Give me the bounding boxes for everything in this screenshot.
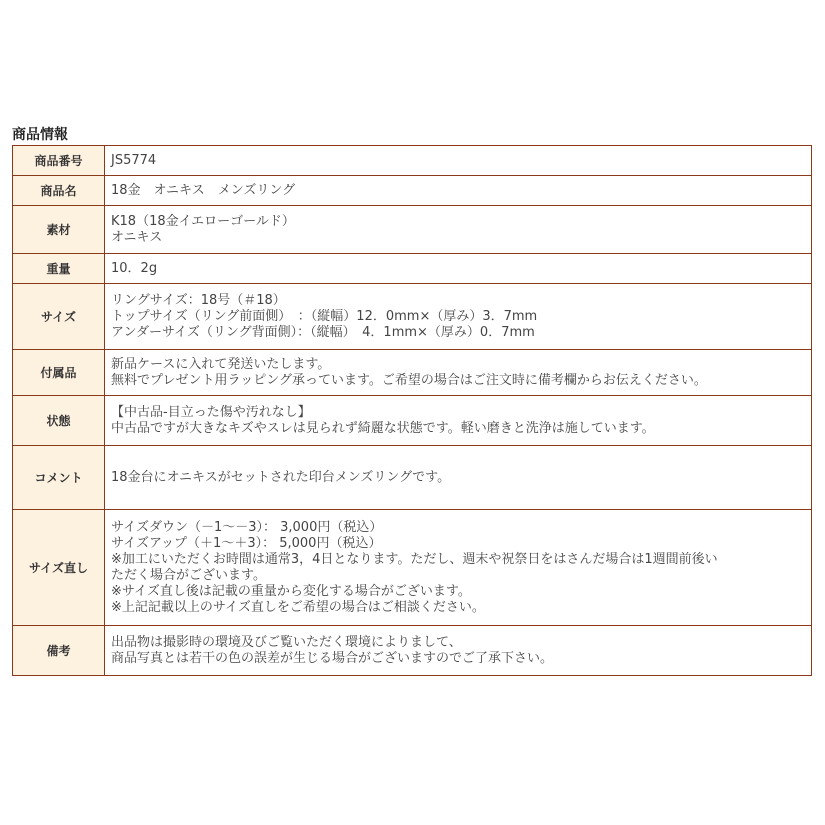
row-label: 重量 bbox=[13, 254, 105, 284]
row-value bbox=[105, 350, 812, 396]
value-line: 10．2g bbox=[111, 260, 158, 276]
row-value bbox=[105, 254, 812, 284]
row-label: サイズ bbox=[13, 284, 105, 350]
value-line: JS5774 bbox=[111, 152, 157, 168]
value-line: 18金 オニキス メンズリング bbox=[111, 182, 296, 198]
row-value bbox=[105, 284, 812, 350]
value-line: 18金台にオニキスがセットされた印台メンズリングです。 bbox=[111, 469, 451, 485]
value-line: 中古品ですが大きなキズやスレは見られず綺麗な状態です。軽い磨きと洗浄は施しています。 bbox=[111, 420, 655, 436]
product-info-table bbox=[12, 145, 812, 676]
row-value bbox=[105, 146, 812, 176]
value-line: ただく場合がございます。 bbox=[111, 567, 266, 583]
row-label: 付属品 bbox=[13, 350, 105, 396]
value-line: リングサイズ：18号（＃18） bbox=[111, 292, 286, 308]
value-line: K18（18金イエローゴールド） bbox=[111, 213, 295, 229]
value-line: サイズアップ（＋1～＋3）： 5,000円（税込） bbox=[111, 535, 382, 551]
table-row-size bbox=[13, 284, 812, 350]
table-row-comment bbox=[13, 446, 812, 510]
row-value bbox=[105, 396, 812, 446]
value-line: アンダーサイズ（リング背面側）：（縦幅） 4．1mm×（厚み）0．7mm bbox=[111, 324, 535, 340]
value-line: ※サイズ直し後は記載の重量から変化する場合がございます。 bbox=[111, 583, 471, 599]
table-row-accessories bbox=[13, 350, 812, 396]
table-row-product-name bbox=[13, 176, 812, 206]
value-line: サイズダウン（－1～－3）： 3,000円（税込） bbox=[111, 519, 383, 535]
row-value bbox=[105, 446, 812, 510]
row-label: 素材 bbox=[13, 206, 105, 254]
value-line: ※上記記載以上のサイズ直しをご希望の場合はご相談ください。 bbox=[111, 599, 485, 615]
value-line: 商品写真とは若干の色の誤差が生じる場合がございますのでご了承下さい。 bbox=[111, 650, 554, 666]
table-row-weight bbox=[13, 254, 812, 284]
row-label: 状態 bbox=[13, 396, 105, 446]
value-line: 新品ケースに入れて発送いたします。 bbox=[111, 356, 331, 372]
value-line: 【中古品-目立った傷や汚れなし】 bbox=[111, 404, 311, 420]
table-row-condition bbox=[13, 396, 812, 446]
row-label: サイズ直し bbox=[13, 510, 105, 626]
row-value bbox=[105, 510, 812, 626]
table-row-product-number bbox=[13, 146, 812, 176]
row-value bbox=[105, 626, 812, 676]
row-value bbox=[105, 176, 812, 206]
value-line: ※加工にいただくお時間は通常3，4日となります。ただし、週末や祝祭日をはさんだ場合は1週間前後い bbox=[111, 551, 718, 567]
value-line: トップサイズ（リング前面側） ：（縦幅）12．0mm×（厚み）3．7mm bbox=[111, 308, 538, 324]
table-row-resizing bbox=[13, 510, 812, 626]
section-title: 商品情報 bbox=[12, 127, 68, 143]
table-row-material bbox=[13, 206, 812, 254]
value-line: 出品物は撮影時の環境及びご覧いただく環境によりまして、 bbox=[111, 634, 462, 650]
row-label: 商品番号 bbox=[13, 146, 105, 176]
row-label: コメント bbox=[13, 446, 105, 510]
row-label: 商品名 bbox=[13, 176, 105, 206]
row-label: 備考 bbox=[13, 626, 105, 676]
value-line: 無料でプレゼント用ラッピング承っています。ご希望の場合はご注文時に備考欄からお伝えください。 bbox=[111, 372, 707, 388]
row-value bbox=[105, 206, 812, 254]
value-line: オニキス bbox=[111, 229, 163, 245]
table-row-notes bbox=[13, 626, 812, 676]
